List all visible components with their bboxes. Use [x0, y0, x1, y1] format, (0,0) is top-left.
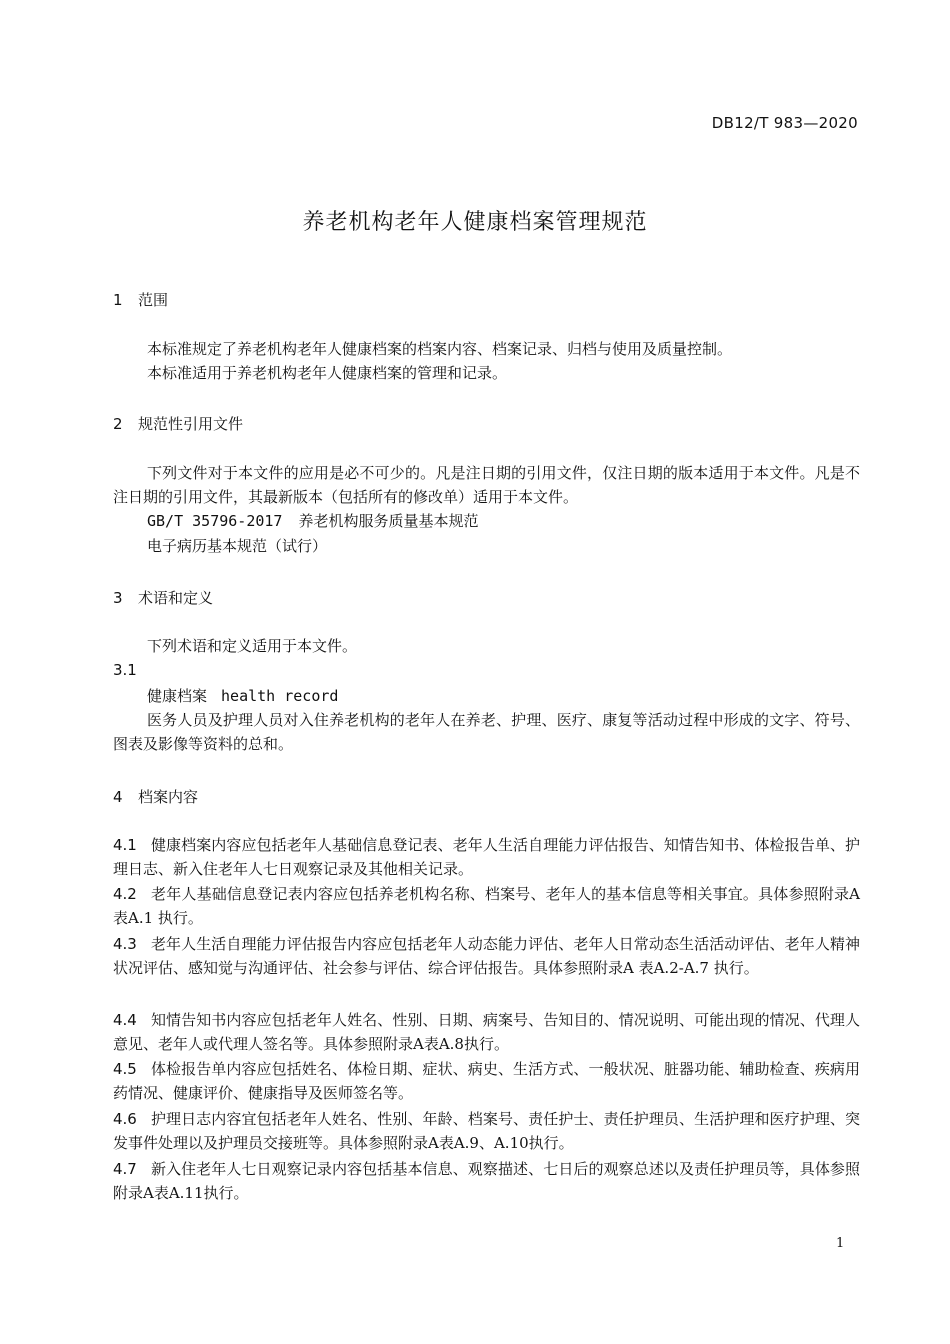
scope-paragraph-1: 本标准规定了养老机构老年人健康档案的档案内容、档案记录、归档与使用及质量控制。: [147, 340, 733, 358]
clause-number: 4.2: [113, 885, 137, 903]
section-2-heading: [113, 413, 243, 434]
page-number: 1: [836, 1236, 845, 1251]
clause-4-3: [113, 932, 860, 980]
clause-number: 4.7: [113, 1160, 137, 1178]
term-entry: [147, 684, 338, 708]
clause-number: 4.1: [113, 836, 137, 854]
clause-number: 4.5: [113, 1060, 137, 1078]
clause-number: 4.4: [113, 1011, 137, 1029]
section-1-heading: [113, 289, 168, 310]
reference-item-2: [147, 534, 327, 558]
clause-number: 4.6: [113, 1110, 137, 1128]
section-4-heading: [113, 786, 198, 807]
term-english: health record: [221, 687, 339, 705]
section-number: 1: [113, 291, 123, 309]
reference-code: GB/T 35796-2017: [147, 512, 283, 530]
clause-text: 护理日志内容宜包括老年人姓名、性别、年龄、档案号、责任护士、责任护理员、生活护理和医疗护理、突发事件处理以及护理员交接班等。具体参照附录A表A.9、A.10执行。: [113, 1110, 860, 1152]
terms-intro: 下列术语和定义适用于本文件。: [147, 637, 358, 655]
page-title: 养老机构老年人健康档案管理规范: [302, 210, 648, 235]
section-title: 档案内容: [138, 788, 199, 806]
term-definition: 医务人员及护理人员对入住养老机构的老年人在养老、护理、医疗、康复等活动过程中形成的文字、符号、图表及影像等资料的总和。: [113, 711, 860, 753]
clause-text: 体检报告单内容应包括姓名、体检日期、症状、病史、生活方式、一般状况、脏器功能、辅助检查、疾病用药情况、健康评价、健康指导及医师签名等。: [113, 1060, 860, 1102]
reference-name: 电子病历基本规范（试行）: [147, 537, 328, 555]
section-3-heading: [113, 587, 213, 608]
section-number: 4: [113, 788, 123, 806]
clause-text: 健康档案内容应包括老年人基础信息登记表、老年人生活自理能力评估报告、知情告知书、体检报告单、护理日志、新入住老年人七日观察记录及其他相关记录。: [113, 836, 860, 878]
clause-number: 4.3: [113, 935, 137, 953]
clause-4-4: [113, 1008, 860, 1056]
term-chinese: 健康档案: [147, 687, 208, 705]
clause-4-1: [113, 833, 860, 881]
section-title: 规范性引用文件: [138, 415, 244, 433]
section-title: 术语和定义: [138, 589, 214, 607]
clause-text: 知情告知书内容应包括老年人姓名、性别、日期、病案号、告知目的、情况说明、可能出现的情况、代理人意见、老年人或代理人签名等。具体参照附录A表A.8执行。: [113, 1011, 860, 1053]
clause-4-5: [113, 1057, 860, 1105]
document-code: DB12/T 983—2020: [711, 114, 858, 132]
clause-4-7: [113, 1157, 860, 1205]
section-number: 2: [113, 415, 123, 433]
section-number: 3: [113, 589, 123, 607]
clause-4-2: [113, 882, 860, 930]
clause-4-6: [113, 1107, 860, 1155]
reference-item-1: [147, 509, 478, 533]
clause-text: 新入住老年人七日观察记录内容包括基本信息、观察描述、七日后的观察总述以及责任护理员等，具体参照附录A表A.11执行。: [113, 1160, 860, 1202]
scope-paragraph-2: 本标准适用于养老机构老年人健康档案的管理和记录。: [147, 364, 508, 382]
term-number: 3.1: [113, 661, 137, 679]
clause-text: 老年人生活自理能力评估报告内容应包括老年人动态能力评估、老年人日常动态生活活动评估、老年人精神状况评估、感知觉与沟通评估、社会参与评估、综合评估报告。具体参照附录A 表A.2-A.7 执行。: [113, 935, 860, 977]
reference-name: 养老机构服务质量基本规范: [298, 512, 479, 530]
normative-intro: 下列文件对于本文件的应用是必不可少的。凡是注日期的引用文件，仅注日期的版本适用于本文件。凡是不注日期的引用文件，其最新版本（包括所有的修改单）适用于本文件。: [113, 464, 860, 506]
clause-text: 老年人基础信息登记表内容应包括养老机构名称、档案号、老年人的基本信息等相关事宜。具体参照附录A 表A.1 执行。: [113, 885, 860, 927]
section-title: 范围: [138, 291, 169, 309]
